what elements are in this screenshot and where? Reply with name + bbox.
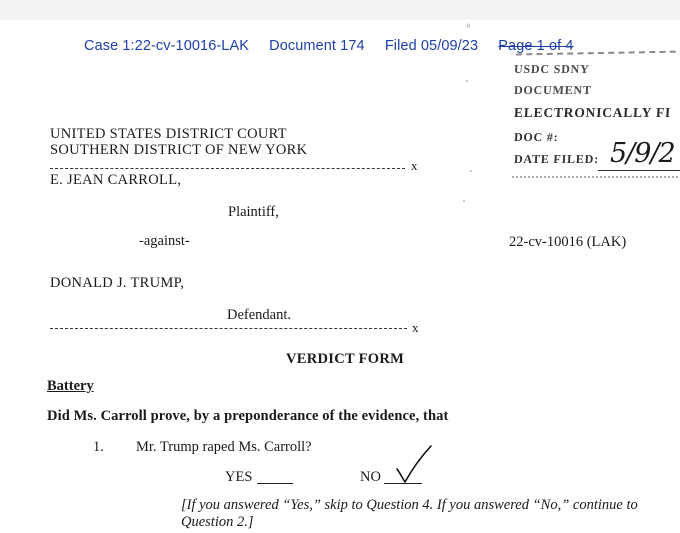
document-number: Document 174 [269, 38, 365, 54]
filing-stamp [510, 50, 680, 190]
stamp-date-underline [598, 170, 680, 171]
plaintiff-label: Plaintiff, [228, 204, 279, 220]
stamp-bottom-border [512, 176, 680, 178]
scan-mark: ᐞ [466, 22, 471, 32]
stamp-court: USDC SDNY [513, 62, 590, 76]
separator-x-bottom: x [412, 320, 419, 335]
stamp-date-filed: DATE FILED: [513, 152, 600, 166]
question-intro: Did Ms. Carroll prove, by a preponderance of the evidence, that [47, 408, 449, 424]
form-title: VERDICT FORM [286, 351, 405, 367]
scan-speck [466, 80, 468, 82]
case-id: Case 1:22-cv-10016-LAK [84, 38, 250, 54]
page-indicator: Page 1 of 4 [498, 38, 574, 54]
yes-label: YES [225, 469, 253, 485]
court-name-line1: UNITED STATES DISTRICT COURT [50, 126, 287, 142]
against-label: -against- [139, 233, 190, 249]
defendant-label: Defendant. [227, 307, 292, 323]
caption-separator-top [50, 168, 405, 169]
stamp-border [516, 51, 680, 56]
scan-speck [470, 170, 472, 172]
stamp-document: DOCUMENT [513, 83, 593, 97]
stamp-handwritten-date: 5/9/2 [610, 138, 675, 169]
defendant-name: DONALD J. TRUMP, [50, 275, 185, 291]
case-number: 22-cv-10016 (LAK) [509, 234, 627, 250]
caption-separator-bottom [50, 328, 407, 329]
scan-speck [463, 200, 465, 202]
no-label: NO [360, 469, 381, 485]
separator-x-top: x [411, 158, 418, 173]
stamp-doc-number: DOC #: [513, 130, 559, 144]
top-band [0, 0, 680, 20]
stamp-electronically-filed: ELECTRONICALLY FI [513, 105, 672, 120]
question-number: 1. [93, 439, 104, 455]
section-heading: Battery [47, 378, 94, 394]
court-name-line2: SOUTHERN DISTRICT OF NEW YORK [50, 142, 308, 158]
yes-answer-blank[interactable] [257, 483, 293, 484]
question-text: Mr. Trump raped Ms. Carroll? [136, 439, 312, 455]
ecf-header [84, 38, 574, 54]
checkmark-icon [394, 443, 434, 487]
filed-date: Filed 05/09/23 [384, 38, 479, 54]
instruction-text: [If you answered “Yes,” skip to Question 4. If you answered “No,” continue to Question 2.] [181, 497, 638, 530]
plaintiff-name: E. JEAN CARROLL, [50, 172, 182, 188]
